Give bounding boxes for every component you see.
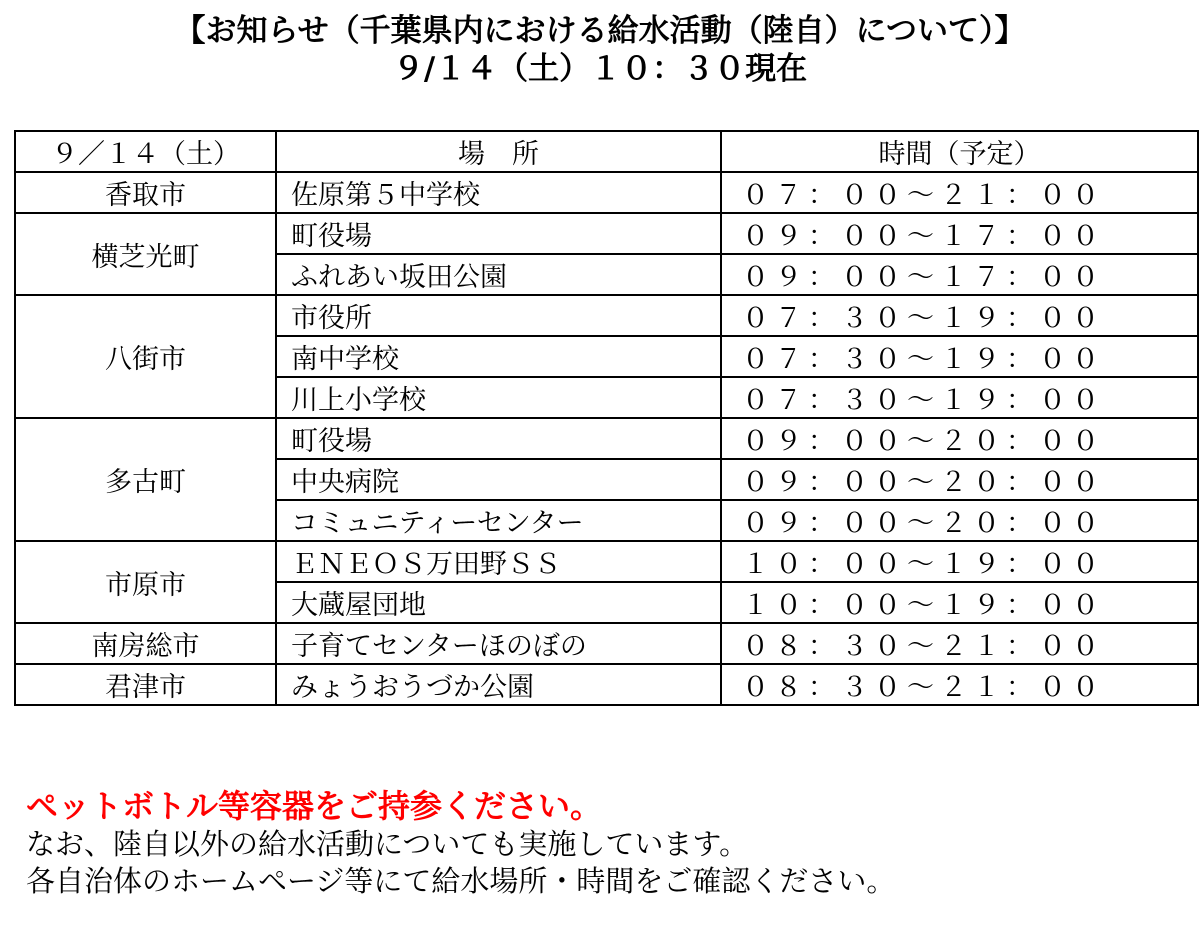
- notes: [26, 786, 1186, 900]
- time-cell: １０：００～１９：００: [721, 541, 1198, 582]
- time-cell: ０８：３０～２１：００: [721, 623, 1198, 664]
- city-cell: 君津市: [15, 664, 276, 705]
- table-body: [15, 172, 1198, 705]
- water-supply-table: [14, 130, 1199, 706]
- time-cell: ０９：００～２０：００: [721, 500, 1198, 541]
- title-line-1: 【お知らせ（千葉県内における給水活動（陸自）について）】: [174, 13, 1026, 49]
- place-cell: 市役所: [276, 295, 721, 336]
- table-row: [15, 664, 1198, 705]
- place-cell: 川上小学校: [276, 377, 721, 418]
- table-row: [15, 623, 1198, 664]
- time-cell: ０７：３０～１９：００: [721, 295, 1198, 336]
- table-row: [15, 418, 1198, 459]
- place-cell: みょうおうづか公園: [276, 664, 721, 705]
- time-cell: １０：００～１９：００: [721, 582, 1198, 623]
- place-cell: 大蔵屋団地: [276, 582, 721, 623]
- title-line-2: ９/１４（土）１０：３０現在: [392, 51, 808, 87]
- city-cell: 香取市: [15, 172, 276, 213]
- place-cell: 佐原第５中学校: [276, 172, 721, 213]
- place-cell: ＥＮＥＯＳ万田野ＳＳ: [276, 541, 721, 582]
- table-row: [15, 295, 1198, 336]
- table-row: [15, 213, 1198, 254]
- container-warning: ペットボトル等容器をご持参ください。: [26, 787, 603, 825]
- time-cell: ０９：００～２０：００: [721, 418, 1198, 459]
- note-line-2: 各自治体のホームページ等にて給水場所・時間をご確認ください。: [26, 864, 896, 898]
- place-cell: コミュニティーセンター: [276, 500, 721, 541]
- place-cell: 中央病院: [276, 459, 721, 500]
- city-cell: 横芝光町: [15, 213, 276, 295]
- time-cell: ０７：００～２１：００: [721, 172, 1198, 213]
- city-cell: 多古町: [15, 418, 276, 541]
- table-row: [15, 541, 1198, 582]
- header-time: 時間（予定）: [721, 131, 1198, 172]
- note-line-1: なお、陸自以外の給水活動についても実施しています。: [26, 827, 749, 861]
- place-cell: ふれあい坂田公園: [276, 254, 721, 295]
- table-header-row: [15, 131, 1198, 172]
- header-place: 場 所: [276, 131, 721, 172]
- city-cell: 市原市: [15, 541, 276, 623]
- place-cell: 町役場: [276, 213, 721, 254]
- place-cell: 子育てセンターほのぼの: [276, 623, 721, 664]
- time-cell: ０９：００～１７：００: [721, 254, 1198, 295]
- city-cell: 八街市: [15, 295, 276, 418]
- header-date: ９／１４（土）: [15, 131, 276, 172]
- place-cell: 町役場: [276, 418, 721, 459]
- notice-title: [0, 12, 1200, 88]
- time-cell: ０９：００～２０：００: [721, 459, 1198, 500]
- time-cell: ０８：３０～２１：００: [721, 664, 1198, 705]
- time-cell: ０９：００～１７：００: [721, 213, 1198, 254]
- table-row: [15, 172, 1198, 213]
- time-cell: ０７：３０～１９：００: [721, 377, 1198, 418]
- city-cell: 南房総市: [15, 623, 276, 664]
- time-cell: ０７：３０～１９：００: [721, 336, 1198, 377]
- place-cell: 南中学校: [276, 336, 721, 377]
